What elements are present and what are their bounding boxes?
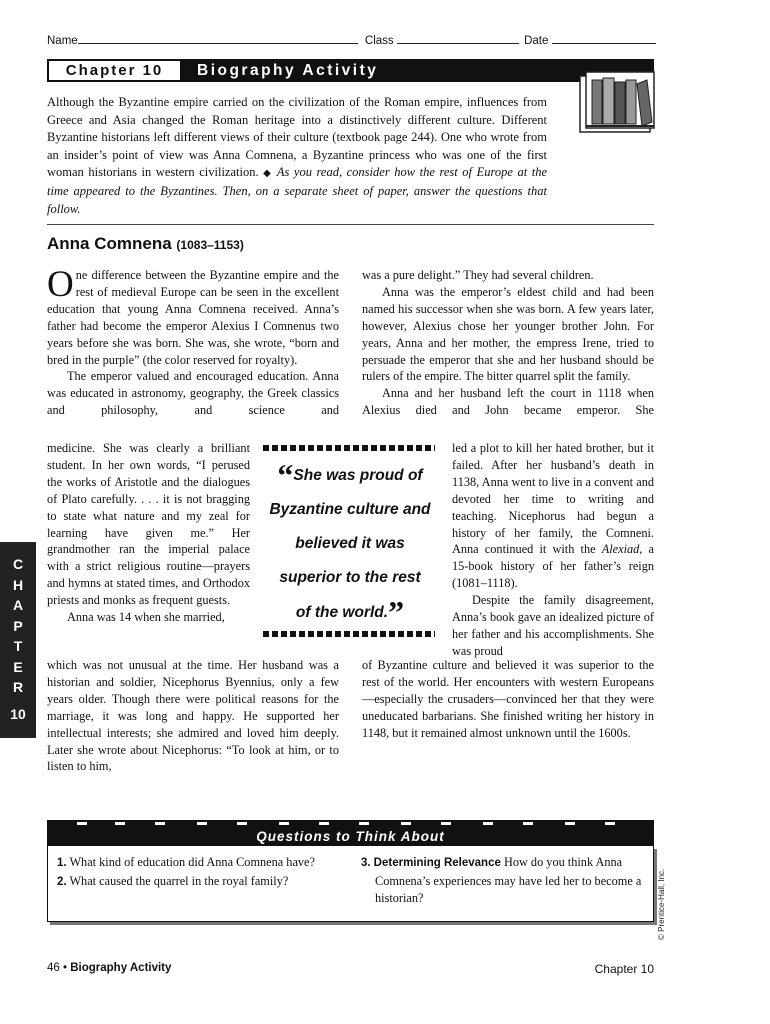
chapter-tab-number: 10 — [10, 705, 26, 722]
intro-text: Although the Byzantine empire carried on the civilization of the Roman empire, influences from Greece and Asia changed the Roman heritage into a distinctively different culture. Different Byzantine historians left different views of their culture (textbook page 244). One who wrote from an insider’s point of view was Anna Comnena, a Byzantine princess who was one of the first woman historians in western civilization. — [47, 95, 547, 180]
question-2-text: What caused the quarrel in the royal family? — [69, 873, 289, 888]
footer-chapter: Chapter 10 — [594, 962, 654, 976]
pull-quote-rule-bottom — [263, 631, 435, 637]
col1-narrow-text: medicine. She was clearly a brilliant student. In her own words, “I perused the works of Aristotle and the dialogues of Plato carefully. . . . it is not bragging to state what nature and my zeal for learning have given me.” Her grandmother ran the imperial palace with a strict religious routine—prayers and hymns at stated times, and Orthodox priests and monks as frequent guests. — [47, 441, 250, 608]
col2-paragraph-1: was a pure delight.” They had several children. — [362, 268, 594, 282]
col2-narrow-text-a: led a plot to kill her hated brother, but it failed. After her husband’s death in 1138, Anna went to live in a convent and devoted her time to writing and teaching. Nicephorus had begun a history of her family, the Comneni. Anna continued it with the — [452, 441, 654, 557]
chapter-tab-letter: R — [12, 679, 24, 695]
pull-quote-line-2: Byzantine culture and — [269, 501, 431, 518]
column-1-bottom — [47, 657, 339, 775]
column-1-top — [47, 264, 339, 419]
chapter-tab-letter: A — [12, 597, 24, 613]
chapter-tab-letter: E — [13, 658, 23, 675]
name-label: Name — [47, 35, 78, 47]
col2-narrow-text-b: , a 15-book history of her father’s reign (1081–1118). — [452, 542, 655, 591]
col2-paragraph-3: Anna and her husband left the court in 1118 when Alexius died and John became emperor. She — [362, 386, 654, 418]
instructions-text: As you read, consider how the rest of Europe at the time appeared to the Byzantines. Then, on a separate sheet of paper, answer the questions that follow. — [47, 165, 548, 216]
question-number: 2. — [57, 875, 67, 888]
question-3-keyword: Determining Relevance — [373, 857, 501, 869]
col1-paragraph-1: ne difference between the Byzantine empire and the rest of medieval Europe can be seen in the excellent education that young Anna Comnena received. Anna’s father had become the emperor Alexius I Comnenus two years before she was born. She was, she wrote, “born and bred in the purple” (the color reserved for royalty). — [47, 268, 339, 367]
question-number: 3. — [361, 857, 371, 869]
close-quote-mark: ” — [388, 594, 405, 630]
date-label: Date — [524, 35, 549, 47]
diamond-icon: ◆ — [263, 168, 273, 180]
pull-quote-line-1: She was proud of — [293, 467, 423, 484]
pull-quote — [255, 458, 445, 630]
chapter-tab-letter: T — [13, 638, 23, 654]
pull-quote-line-5: of the world. — [295, 604, 389, 621]
page-number: 46 — [47, 962, 60, 974]
class-label: Class — [364, 35, 394, 47]
name-blank[interactable] — [78, 33, 358, 44]
chapter-tab-letter: C — [12, 556, 24, 572]
date-blank[interactable] — [552, 33, 656, 44]
footer-label: Biography Activity — [70, 962, 172, 974]
col2-wide-text: of Byzantine culture and believed it was superior to the rest of the world. Her encounters with western Europeans—especially the crusaders—convinced her that they were uneducated barbarians. She finished writing her history in 1148, but it remained almost unknown until the 1600s. — [362, 658, 654, 740]
column-2-top — [362, 267, 654, 419]
col2-paragraph-4-start: Despite the family disagreement, Anna’s book gave an idealized picture of her father and his accomplishments. She was proud — [452, 593, 654, 658]
pull-quote-line-3: believed it was — [295, 535, 405, 552]
column-1-narrow — [47, 440, 250, 626]
question-1-text: What kind of education did Anna Comnena have? — [69, 855, 315, 869]
open-quote-mark: “ — [277, 457, 294, 493]
books-icon — [578, 70, 656, 136]
chapter-label: Chapter 10 — [48, 60, 181, 81]
questions-right — [361, 854, 646, 908]
intro-paragraph — [47, 94, 547, 218]
drop-cap: O — [47, 264, 74, 305]
column-2-narrow — [452, 440, 654, 660]
person-name: Anna Comnena — [47, 234, 172, 253]
chapter-tab-letter: P — [13, 617, 23, 634]
question-1 — [57, 854, 342, 873]
col2-paragraph-2: Anna was the emperor’s eldest child and had been named his successor when she was born. A few years later, however, Alexius chose her younger brother John. For years, Anna and her mother, the empress Irene, tried to persuade the emperor that she and her husband should be rulers of the empire. The bitter quarrel split the family. — [362, 284, 654, 384]
column-2-bottom — [362, 657, 654, 742]
book-title: Alexiad — [601, 542, 640, 557]
pull-quote-rule-top — [263, 445, 435, 451]
col1-wide-text: which was not unusual at the time. Her husband was a historian and soldier, Nicephorus Byennius, only a few years older. Though there were political reasons for the marriage, it was long and happy. He supported her intellectual interests; she admired and loved him deeply. Later she wrote about Nicephorus: “To look at him, or to listen to him, — [47, 658, 339, 774]
questions-title: Questions to Think About — [47, 828, 654, 846]
chapter-tab — [0, 542, 36, 738]
question-number: 1. — [57, 857, 67, 869]
header-fields — [47, 33, 655, 47]
chapter-tab-letter: H — [12, 576, 24, 593]
col1-paragraph-2: The emperor valued and encouraged education. Anna was educated in astronomy, geography, the Greek classics and philosophy, and science and — [47, 369, 339, 418]
life-dates: (1083–1153) — [176, 238, 244, 252]
col1-paragraph-3-start: Anna was 14 when she married, — [67, 610, 225, 625]
class-blank[interactable] — [397, 33, 519, 44]
biography-heading — [47, 234, 244, 254]
copyright-text: © Prentice-Hall, Inc. — [657, 868, 666, 940]
footer-bullet: • — [63, 962, 68, 974]
copyright-notice — [655, 862, 667, 940]
divider — [47, 224, 654, 225]
question-3-text: How do you think Anna Comnena’s experiences may have led her to become a historian? — [375, 855, 642, 905]
activity-title: Biography Activity — [197, 62, 379, 79]
questions-left — [57, 854, 342, 891]
question-2 — [57, 873, 342, 892]
title-bar — [47, 59, 654, 82]
question-3 — [361, 854, 646, 908]
pull-quote-line-4: superior to the rest — [279, 569, 421, 586]
footer-left — [47, 962, 171, 974]
